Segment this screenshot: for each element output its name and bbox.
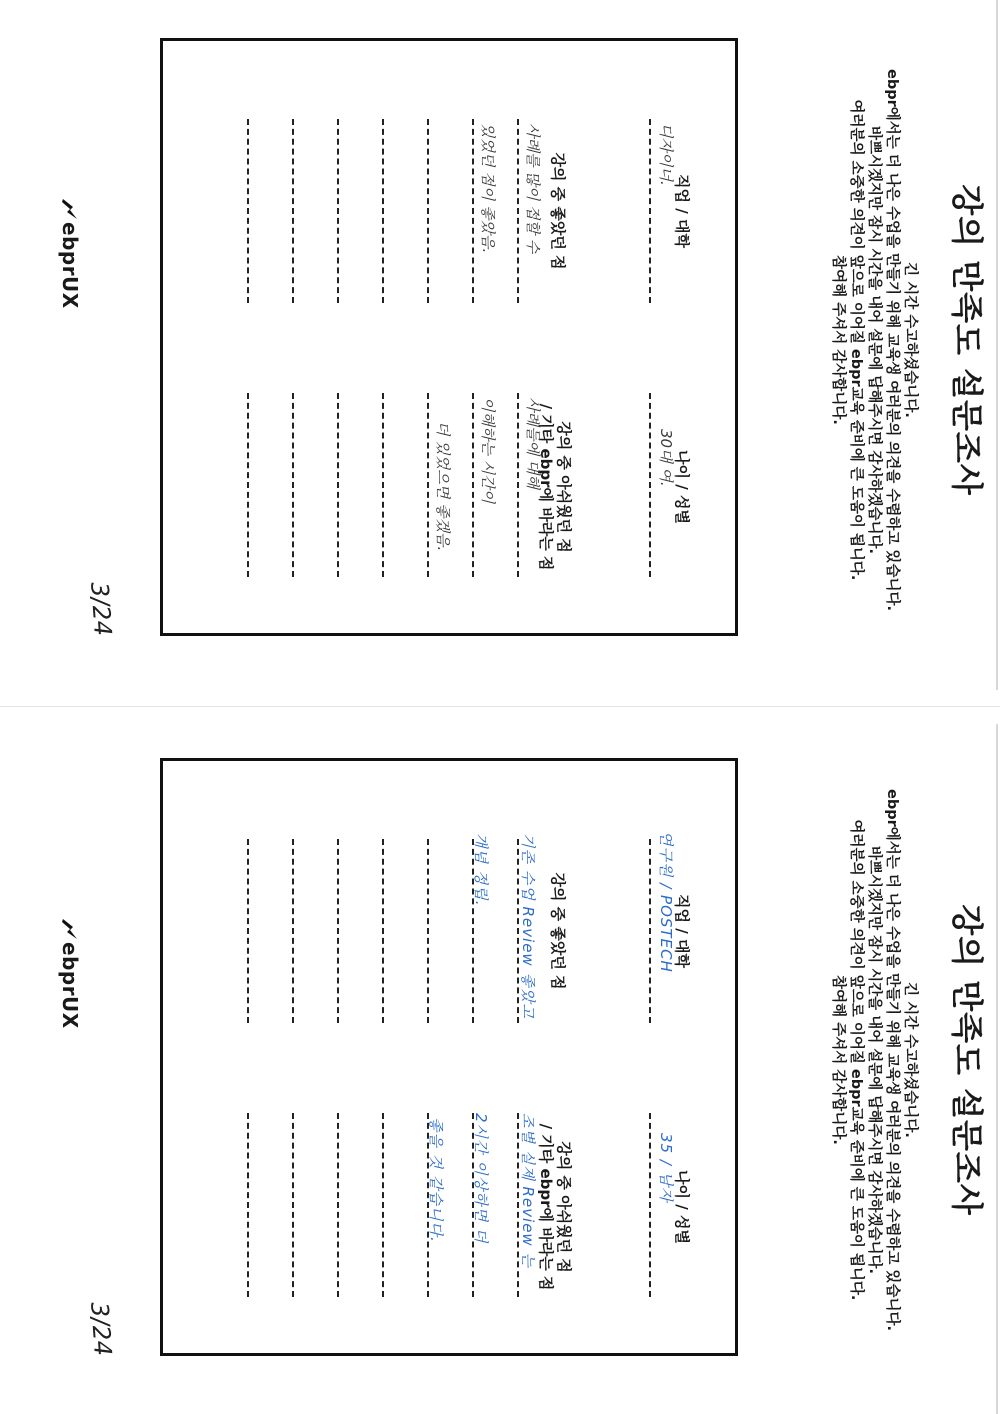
intro-line: ebpr에서는 더 나은 수업을 만들기 위해 교육생 여러분의 의견을 수렴하고 있습니다. [884,789,900,1331]
good-points-header: 강의 중 좋았던 점 [549,872,567,990]
job-header: 직업 / 대학 [673,894,691,968]
improvement-header [537,1097,573,1317]
intro-line: ebpr에서는 더 나은 수업을 만들기 위해 교육생 여러분의 의견을 수렴하고 있습니다. [884,69,900,611]
answer-line [247,839,249,1023]
answer-line [472,393,474,577]
intro-line: 여러분의 소중한 의견이 앞으로 이어질 ebpr교육 준비에 큰 도움이 됩니다. [848,99,864,581]
job-header: 직업 / 대학 [673,174,691,248]
intro-line: 참여해 주셔서 감사합니다. [830,975,846,1145]
answer-line [382,839,384,1023]
answer-line [247,1113,249,1297]
answer-line [247,119,249,303]
answer-line [337,839,339,1023]
page-mark: 3/24 [85,581,117,637]
page-mark: 3/24 [85,1301,117,1357]
answer-line [427,119,429,303]
brand-logo [58,918,82,1029]
good-answer-line[interactable]: 기존 수업 Review 좋았고 [519,833,537,1019]
answer-line [337,119,339,303]
survey-sheet-1 [0,0,1000,680]
answer-line [517,393,519,577]
answer-line [517,1113,519,1297]
survey-title: 강의 만족도 설문조사 [948,904,986,1216]
bad-answer-line[interactable]: 더 있었으면 좋겠음. [434,421,452,552]
answer-line [427,393,429,577]
survey-title: 강의 만족도 설문조사 [948,184,986,496]
survey-form-box [160,38,738,636]
answer-line [427,1113,429,1297]
improvement-header-line: / 기타 ebpr에 바라는 점 [537,1123,555,1291]
answer-line [649,1113,651,1297]
answer-line [292,119,294,303]
answer-line [247,393,249,577]
answer-line [517,119,519,303]
answer-line [472,119,474,303]
answer-line [649,839,651,1023]
answer-line [427,839,429,1023]
bird-logo-icon [61,198,79,220]
age-gender-header: 나이 / 성별 [673,1170,691,1244]
intro-line: 바쁘시겠지만 잠시 시간을 내어 설문에 답해주시면 감사하겠습니다. [866,846,882,1274]
improvement-header-line: 강의 중 아쉬웠던 점 [555,421,573,553]
answer-line [292,839,294,1023]
good-answer-line[interactable]: 개념 정립. [472,833,490,907]
age-gender-header: 나이 / 성별 [673,450,691,524]
answer-line [292,1113,294,1297]
intro-line: 바쁘시겠지만 잠시 시간을 내어 설문에 답해주시면 감사하겠습니다. [866,126,882,554]
answer-line [517,839,519,1023]
age-gender-answer[interactable]: 30대 여. [657,429,675,487]
intro-line: 참여해 주셔서 감사합니다. [830,255,846,425]
intro-line: 긴 시간 수고하셨습니다. [902,262,918,418]
job-answer[interactable]: 디자이너. [657,123,675,186]
answer-line [472,1113,474,1297]
answer-line [472,839,474,1023]
answer-line [292,393,294,577]
good-answer-line[interactable]: 사례를 많이 접할 수 [524,123,542,254]
bird-logo-icon [61,918,79,940]
intro-line: 긴 시간 수고하셨습니다. [902,982,918,1138]
bad-answer-line[interactable]: 이해하는 시간이 [479,397,497,504]
fold-line [0,706,1000,707]
answer-line [382,119,384,303]
intro-line: 여러분의 소중한 의견이 앞으로 이어질 ebpr교육 준비에 큰 도움이 됩니다. [848,819,864,1301]
good-answer-line[interactable]: 있었던 점이 좋았음. [479,123,497,254]
brand-logo [58,198,82,309]
answer-line [649,119,651,303]
age-gender-answer[interactable]: 35 / 남자 [657,1133,675,1203]
answer-line [337,393,339,577]
bad-answer-line[interactable]: 좋을 것 같습니다. [427,1117,445,1243]
survey-form-box [160,758,738,1356]
job-answer[interactable]: 연구원 / POSTECH [657,831,675,973]
bad-answer-line[interactable]: 2시간 이상하면 더 [472,1113,490,1244]
bad-answer-line[interactable]: 조별 실제 Review 는 [519,1113,537,1268]
improvement-header-line: 강의 중 아쉬웠던 점 [555,1141,573,1273]
answer-line [382,1113,384,1297]
answer-line [382,393,384,577]
logo-text: ebprUX [58,222,82,309]
bad-answer-line[interactable]: 사례들에 대해 [524,397,542,489]
improvement-header-line: / 기타 ebpr에 바라는 점 [537,403,555,571]
answer-line [337,1113,339,1297]
answer-line [649,393,651,577]
survey-sheet-2 [0,720,1000,1400]
logo-text: ebprUX [58,942,82,1029]
good-points-header: 강의 중 좋았던 점 [549,152,567,270]
improvement-header [537,377,573,597]
